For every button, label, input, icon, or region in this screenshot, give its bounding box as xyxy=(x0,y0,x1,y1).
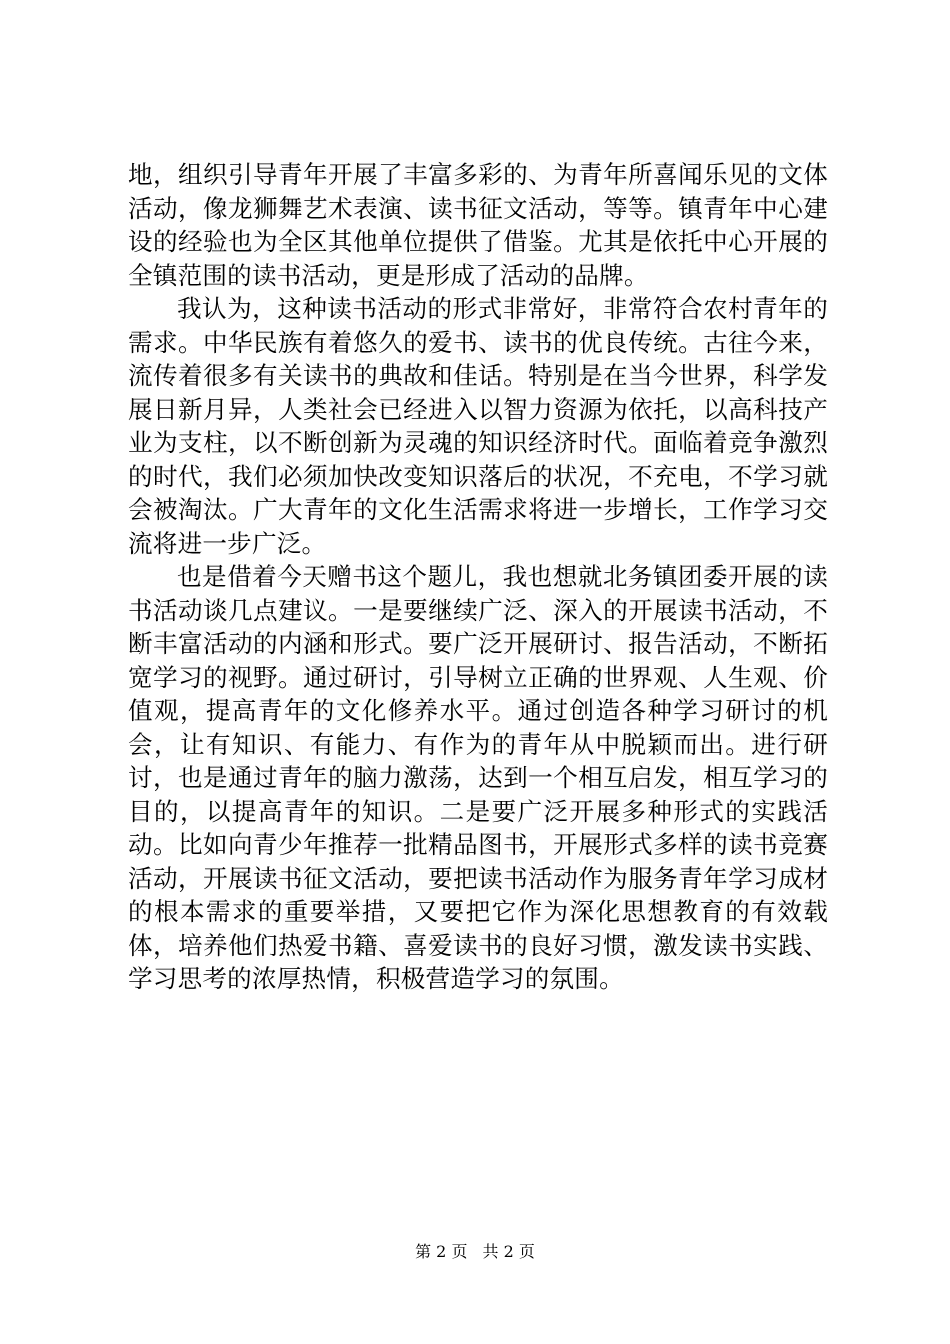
paragraph-continued: 地，组织引导青年开展了丰富多彩的、为青年所喜闻乐见的文体活动，像龙狮舞艺术表演、读书征文活动，等等。镇青年中心建设的经验也为全区其他单位提供了借鉴。尤其是依托中心开展的全镇范围的读书活动，更是形成了活动的品牌。 xyxy=(128,160,828,290)
paragraph-reading-activity-value: 我认为，这种读书活动的形式非常好，非常符合农村青年的需求。中华民族有着悠久的爱书、读书的优良传统。古往今来，流传着很多有关读书的典故和佳话。特别是在当今世界，科学发展日新月异，人类社会已经进入以智力资源为依托，以高科技产业为支柱，以不断创新为灵魂的知识经济时代。面临着竞争激烈的时代，我们必须加快改变知识落后的状况，不充电，不学习就会被淘汰。广大青年的文化生活需求将进一步增长，工作学习交流将进一步广泛。 xyxy=(128,294,828,558)
page-number: 第 2 页 xyxy=(415,1242,468,1261)
paragraph-suggestions: 也是借着今天赠书这个题儿，我也想就北务镇团委开展的读书活动谈几点建议。一是要继续广泛、深入的开展读书活动，不断丰富活动的内涵和形式。要广泛开展研讨、报告活动，不断拓宽学习的视野。通过研讨，引导树立正确的世界观、人生观、价值观，提高青年的文化修养水平。通过创造各种学习研讨的机会，让有知识、有能力、有作为的青年从中脱颖而出。进行研讨，也是通过青年的脑力激荡，达到一个相互启发，相互学习的目的，以提高青年的知识。二是要广泛开展多种形式的实践活动。比如向青少年推荐一批精品图书，开展形式多样的读书竞赛活动，开展读书征文活动，要把读书活动作为服务青年学习成材的根本需求的重要举措，又要把它作为深化思想教育的有效载体，培养他们热爱书籍、喜爱读书的良好习惯，激发读书实践、学习思考的浓厚热情，积极营造学习的氛围。 xyxy=(128,562,828,993)
page-footer xyxy=(0,1242,950,1262)
document-body xyxy=(128,158,828,996)
page-total: 共 2 页 xyxy=(482,1242,535,1261)
